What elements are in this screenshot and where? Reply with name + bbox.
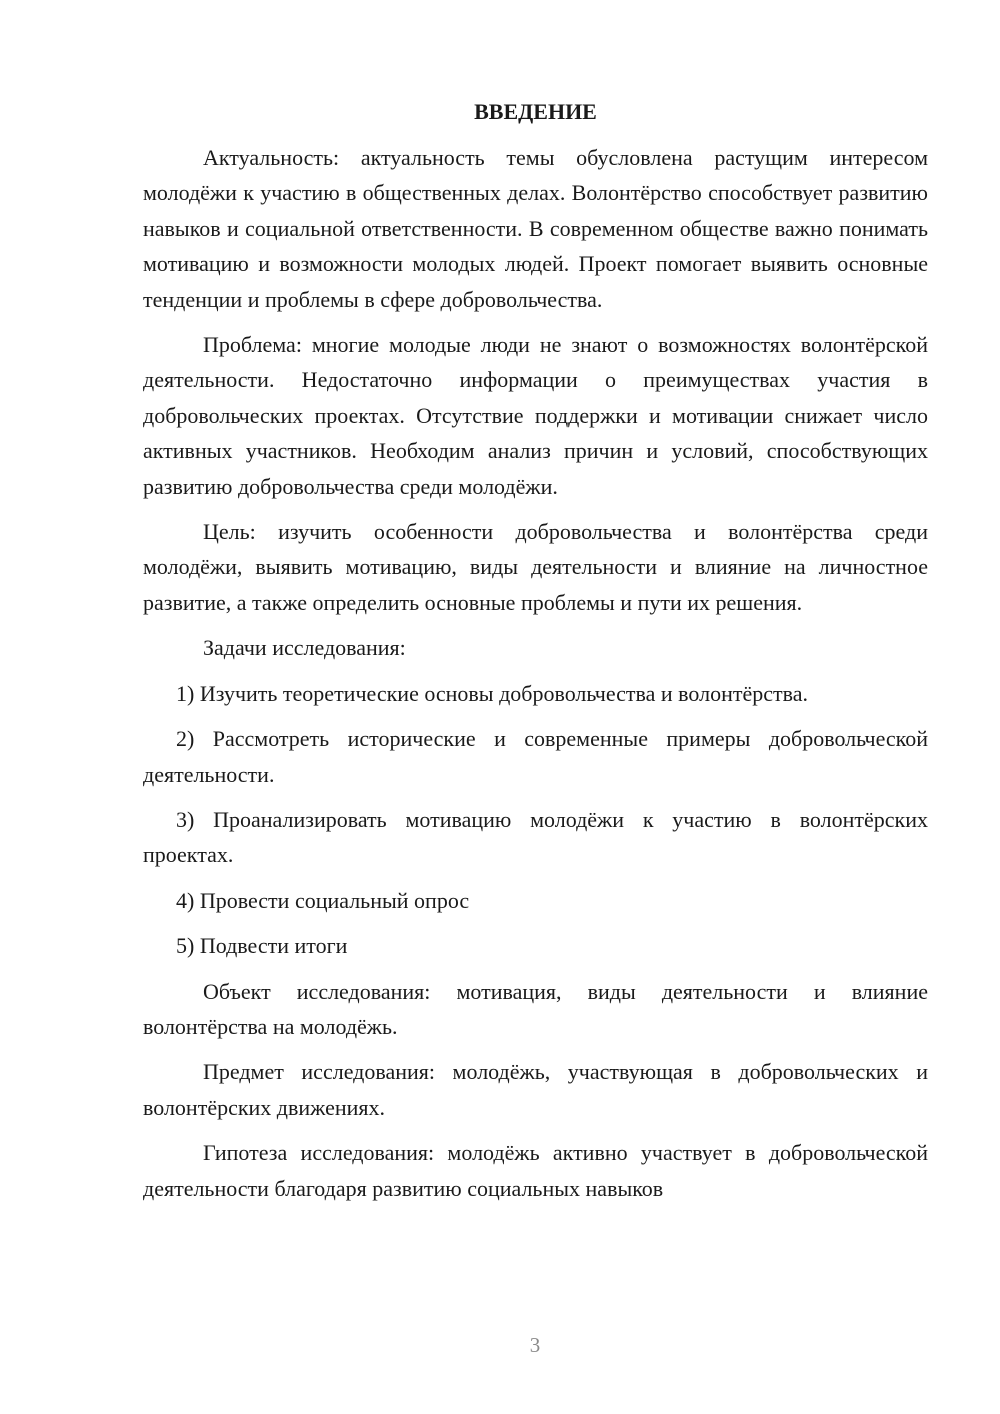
paragraph-relevance: Актуальность: актуальность темы обусловлена растущим интересом молодёжи к участию в общественных делах. Волонтёрство способствует развитию навыков и социальной ответственности. В современном обществе важно понимать мотивацию и возможности молодых людей. Проект помогает выявить основные тенденции и проблемы в сфере добровольчества.	[143, 145, 928, 312]
document-page	[143, 94, 928, 1216]
paragraph-problem: Проблема: многие молодые люди не знают о возможностях волонтёрской деятельности. Недостаточно информации о преимуществах участия в добровольческих проектах. Отсутствие поддержки и мотивации снижает число активных участников. Необходим анализ причин и условий, способствующих развитию добровольчества среди молодёжи.	[143, 332, 928, 499]
tasks-heading: Задачи исследования:	[203, 635, 406, 661]
paragraph-subject: Предмет исследования: молодёжь, участвующая в добровольческих и волонтёрских движениях.	[143, 1059, 928, 1120]
task-item-3: 3) Проанализировать мотивацию молодёжи к участию в волонтёрских проектах.	[143, 806, 928, 868]
task-item-5: 5) Подвести итоги	[176, 933, 348, 959]
task-item-4: 4) Провести социальный опрос	[176, 887, 470, 913]
task-item-2: 2) Рассмотреть исторические и современные примеры добровольческой деятельности.	[143, 726, 928, 787]
paragraph-object: Объект исследования: мотивация, виды деятельности и влияние волонтёрства на молодёжь.	[143, 978, 928, 1039]
paragraph-goal: Цель: изучить особенности добровольчества и волонтёрства среди молодёжи, выявить мотивацию, виды деятельности и влияние на личностное развитие, а также определить основные проблемы и пути их решения.	[143, 519, 928, 615]
section-title: ВВЕДЕНИЕ	[474, 99, 597, 124]
page-number: 3	[529, 1333, 541, 1357]
paragraph-hypothesis: Гипотеза исследования: молодёжь активно участвует в добровольческой деятельности благодаря развитию социальных навыков	[143, 1140, 928, 1201]
task-item-1: 1) Изучить теоретические основы добровольчества и волонтёрства.	[176, 680, 808, 706]
